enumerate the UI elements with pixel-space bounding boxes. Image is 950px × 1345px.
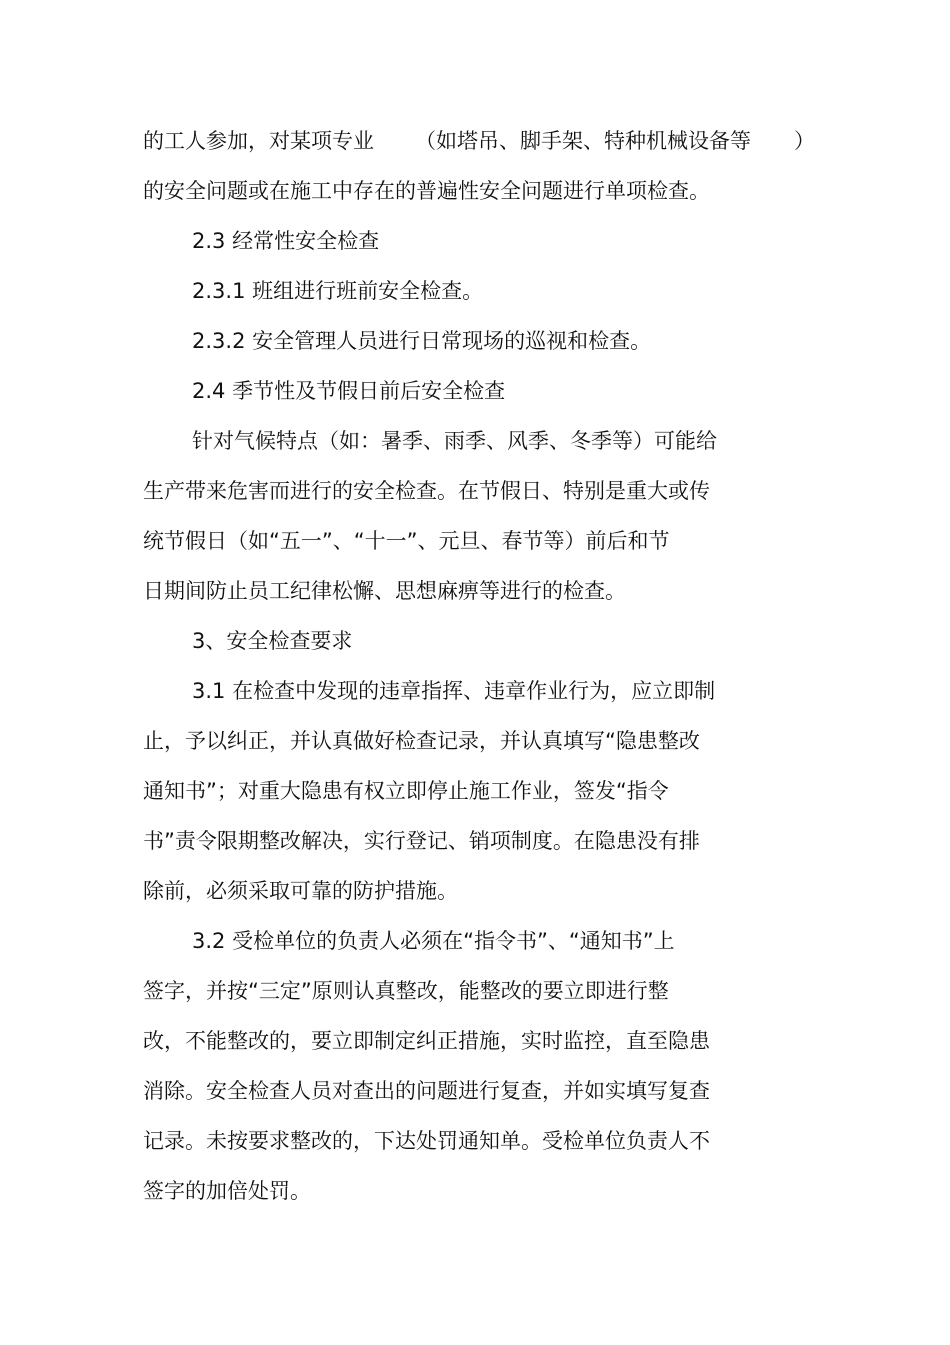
subsection-line: 2.3.2 安全管理人员进行日常现场的巡视和检查。	[192, 329, 652, 353]
text-line: 通知书”；对重大隐患有权立即停止施工作业，签发“指令	[143, 779, 669, 803]
subsection-line: 2.3.1 班组进行班前安全检查。	[192, 279, 484, 303]
text-line: 日期间防止员工纪律松懈、思想麻痹等进行的检查。	[143, 579, 626, 603]
text-line: 的安全问题或在施工中存在的普遍性安全问题进行单项检查。	[143, 179, 710, 203]
text-line: 消除。安全检查人员对查出的问题进行复查，并如实填写复查	[143, 1079, 710, 1103]
text-line: 3.2 受检单位的负责人必须在“指令书”、“通知书”上	[192, 929, 675, 953]
text-line: 除前，必须采取可靠的防护措施。	[143, 879, 458, 903]
closing-parenthesis: ）	[794, 129, 815, 153]
parenthetical-text: （如塔吊、脚手架、特种机械设备等	[415, 129, 751, 153]
section-heading: 3、安全检查要求	[192, 629, 353, 653]
text-line: 记录。未按要求整改的，下达处罚通知单。受检单位负责人不	[143, 1129, 710, 1153]
text-line: 签字的加倍处罚。	[143, 1179, 311, 1203]
text-span: 的工人参加，对某项专业	[143, 129, 374, 153]
text-line: 针对气候特点（如：暑季、雨季、风季、冬季等）可能给	[192, 429, 717, 453]
section-heading: 2.3 经常性安全检查	[192, 229, 380, 253]
section-heading: 2.4 季节性及节假日前后安全检查	[192, 379, 506, 403]
text-line	[143, 126, 815, 156]
text-line: 生产带来危害而进行的安全检查。在节假日、特别是重大或传	[143, 479, 710, 503]
text-line: 改，不能整改的，要立即制定纠正措施，实时监控，直至隐患	[143, 1029, 710, 1053]
text-line: 止，予以纠正，并认真做好检查记录，并认真填写“隐患整改	[143, 729, 700, 753]
text-line: 统节假日（如“五一”、“十一”、元旦、春节等）前后和节	[143, 529, 670, 553]
text-line: 3.1 在检查中发现的违章指挥、违章作业行为，应立即制	[192, 679, 716, 703]
text-line: 签字，并按“三定”原则认真整改，能整改的要立即进行整	[143, 979, 669, 1003]
text-line: 书”责令限期整改解决，实行登记、销项制度。在隐患没有排	[143, 829, 700, 853]
